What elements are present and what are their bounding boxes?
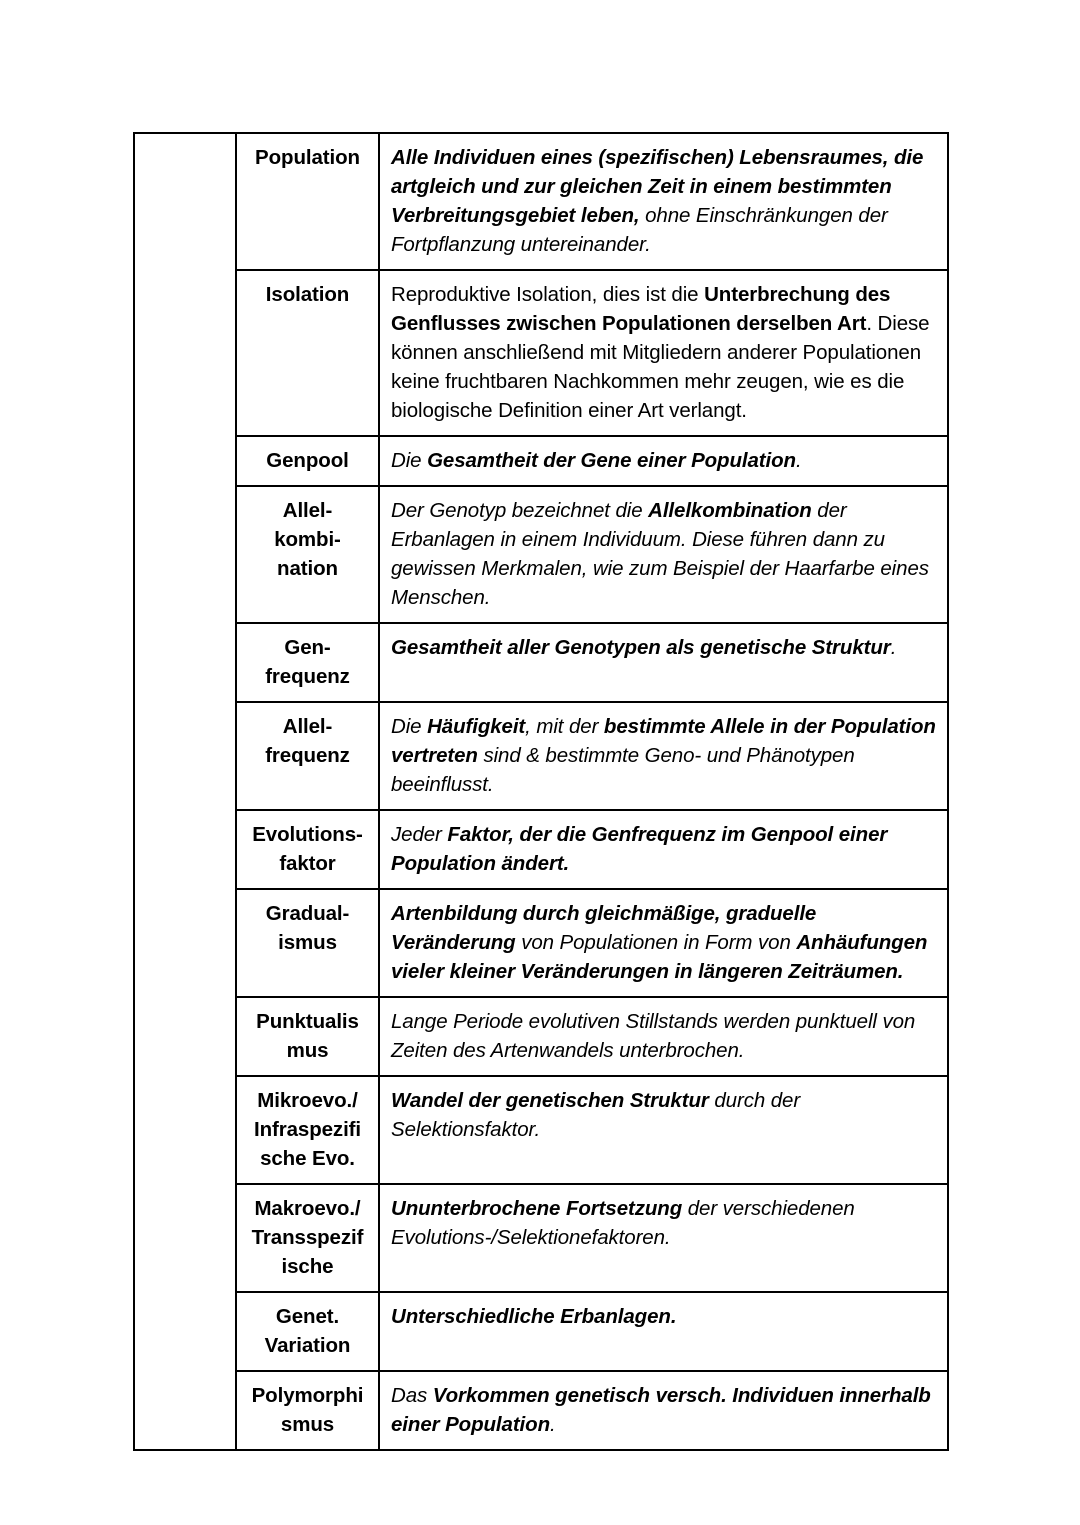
term-label-line: nation	[277, 557, 338, 580]
term-label-line: Allel-	[282, 715, 333, 738]
term-cell	[236, 623, 379, 702]
definition-segment: Faktor, der die Genfrequenz im Genpool einer Population ändert.	[391, 823, 888, 875]
table-row	[134, 810, 948, 889]
definition-cell	[379, 436, 948, 486]
definition-cell	[379, 133, 948, 270]
table-row	[134, 270, 948, 436]
definition-segment: , mit der	[525, 715, 604, 738]
definition-segment: von Populationen in Form von	[515, 931, 797, 954]
definition-segment: Lange Periode evolutiven Stillstands werden punktuell von Zeiten des Artenwandels unterbrochen.	[391, 1010, 916, 1062]
definition-cell	[379, 997, 948, 1076]
definition-segment: sind & bestimmte Geno- und Phänotypen beeinflusst.	[391, 744, 855, 796]
term-label-line: Allel-	[282, 499, 333, 522]
definition-segment: Ununterbrochene Fortsetzung	[391, 1197, 683, 1220]
table-row	[134, 436, 948, 486]
term-label-line: ismus	[278, 931, 337, 954]
term-cell	[236, 270, 379, 436]
term-cell	[236, 486, 379, 623]
definition-segment: Jeder	[391, 823, 448, 846]
term-label-line: Genet.	[275, 1305, 340, 1328]
definition-cell	[379, 1184, 948, 1292]
term-label-line: sche Evo.	[260, 1147, 355, 1170]
term-label-line: Gradual-	[265, 902, 350, 925]
margin-spacer-cell	[134, 133, 236, 1450]
term-label-line: smus	[280, 1413, 335, 1436]
definition-segment: .	[795, 449, 802, 472]
term-cell	[236, 889, 379, 997]
definition-cell	[379, 1371, 948, 1450]
term-cell	[236, 702, 379, 810]
table-row	[134, 1184, 948, 1292]
definition-segment: bestimmte Allele in der Population vertreten	[391, 715, 936, 767]
term-cell	[236, 1076, 379, 1184]
definition-cell	[379, 1292, 948, 1371]
definition-segment: Reproduktive Isolation, dies ist die	[391, 283, 705, 306]
definition-segment: Die	[391, 715, 428, 738]
definition-cell	[379, 1076, 948, 1184]
term-label-line: Punktualis	[256, 1010, 359, 1033]
term-label-line: kombi-	[274, 528, 341, 551]
definition-segment: Allelkombination	[648, 499, 812, 522]
definition-segment: Häufigkeit	[427, 715, 526, 738]
glossary-table-body	[134, 133, 948, 1450]
term-label-line: Infraspezifi	[253, 1118, 362, 1141]
definition-cell	[379, 810, 948, 889]
term-label-line: ische	[281, 1255, 334, 1278]
term-cell	[236, 1184, 379, 1292]
term-label-line: Variation	[264, 1334, 351, 1357]
term-cell	[236, 436, 379, 486]
table-row	[134, 1292, 948, 1371]
definition-cell	[379, 889, 948, 997]
definition-segment: Gesamtheit der Gene einer Population	[427, 449, 796, 472]
definition-cell	[379, 702, 948, 810]
table-row	[134, 133, 948, 270]
term-label-line: Gen-	[284, 636, 331, 659]
table-row	[134, 702, 948, 810]
table-row	[134, 1371, 948, 1450]
term-cell	[236, 1371, 379, 1450]
definition-segment: .	[890, 636, 897, 659]
definition-segment: Unterschiedliche Erbanlagen.	[391, 1305, 677, 1328]
definition-segment: Anhäufungen vieler kleiner Veränderungen in längeren Zeiträumen.	[391, 931, 928, 983]
glossary-table	[133, 132, 949, 1451]
term-label-line: frequenz	[265, 744, 350, 767]
definition-segment: Alle Individuen eines (spezifischen) Lebensraumes, die artgleich und zur gleichen Zeit in einem bestimmten Verbreitungsgebiet leben,	[391, 146, 924, 227]
term-label-line: faktor	[279, 852, 336, 875]
definition-segment: Die	[391, 449, 428, 472]
definition-cell	[379, 623, 948, 702]
term-label-line: Makroevo./	[254, 1197, 361, 1220]
definition-segment: Vorkommen genetisch versch. Individuen innerhalb einer Population	[391, 1384, 931, 1436]
term-cell	[236, 997, 379, 1076]
definition-segment: Artenbildung durch gleichmäßige, graduelle Veränderung	[391, 902, 817, 954]
definition-cell	[379, 270, 948, 436]
definition-segment: Unterbrechung des Genflusses zwischen Populationen derselben Art	[391, 283, 891, 335]
definition-segment: ohne Einschränkungen der Fortpflanzung untereinander.	[391, 204, 888, 256]
definition-segment: Das	[391, 1384, 433, 1407]
definition-cell	[379, 486, 948, 623]
table-row	[134, 997, 948, 1076]
term-label-line: Genpool	[266, 449, 349, 472]
term-label-line: Evolutions-	[252, 823, 363, 846]
table-row	[134, 623, 948, 702]
term-label-line: frequenz	[265, 665, 350, 688]
term-label-line: Polymorphi	[251, 1384, 364, 1407]
term-cell	[236, 1292, 379, 1371]
table-row	[134, 1076, 948, 1184]
term-cell	[236, 133, 379, 270]
definition-segment: der verschiedenen Evolutions-/Selektionefaktoren.	[391, 1197, 855, 1249]
table-row	[134, 889, 948, 997]
term-label-line: mus	[286, 1039, 329, 1062]
definition-segment: der Erbanlagen in einem Individuum. Diese führen dann zu gewissen Merkmalen, wie zum Beispiel der Haarfarbe eines Menschen.	[391, 499, 929, 609]
definition-segment: Der Genotyp bezeichnet die	[391, 499, 649, 522]
definition-segment: Gesamtheit aller Genotypen als genetische Struktur	[391, 636, 891, 659]
definition-segment: .	[550, 1413, 556, 1436]
term-label-line: Mikroevo./	[257, 1089, 358, 1112]
definition-segment: durch der Selektionsfaktor.	[391, 1089, 801, 1141]
definition-segment: Wandel der genetischen Struktur	[391, 1089, 709, 1112]
definition-segment: . Diese können anschließend mit Mitgliedern anderer Populationen keine fruchtbaren Nachkommen mehr zeugen, wie es die biologische Definition einer Art verlangt.	[391, 312, 930, 422]
table-row	[134, 486, 948, 623]
term-label-line: Isolation	[265, 283, 350, 306]
term-label-line: Transspezif	[251, 1226, 364, 1249]
term-cell	[236, 810, 379, 889]
term-label-line: Population	[255, 146, 360, 169]
